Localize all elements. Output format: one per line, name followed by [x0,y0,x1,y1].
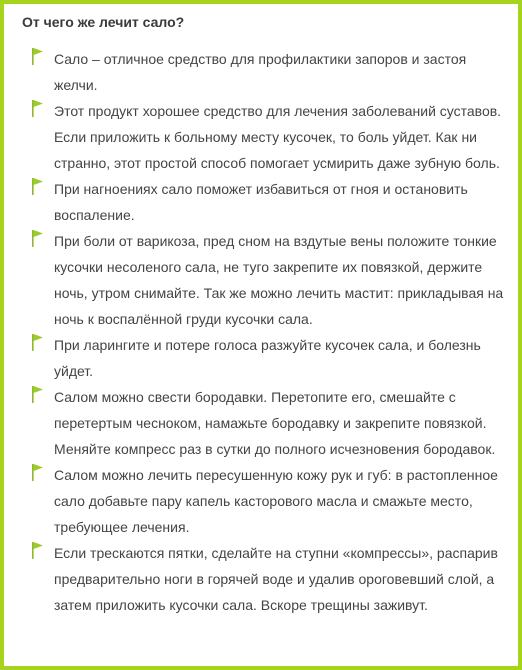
list-item-text: При ларингите и потере голоса разжуйте кусочек сала, и болезнь уйдет. [54,337,481,379]
section-heading: От чего же лечит сало? [22,14,185,30]
list-item [26,540,504,618]
green-flag-icon [30,99,44,117]
list-item-text: Сало – отличное средство для профилактики запоров и застоя желчи. [54,51,467,93]
list-item [26,228,504,332]
green-flag-icon [30,463,44,481]
green-flag-icon [30,333,44,351]
green-flag-icon [30,541,44,559]
list-item-text: Этот продукт хорошее средство для лечения заболеваний суставов. Если приложить к больному месту кусочек, то боль уйдет. Как ни странно, этот простой способ помогает усмирить даже зубную боль. [54,103,502,171]
list-item [26,462,504,540]
green-flag-icon [30,47,44,65]
list-item-text: Если трескаются пятки, сделайте на ступни «компрессы», распарив предварительно ноги в горячей воде и удалив ороговевший слой, а затем приложить кусочки сала. Вскоре трещины заживут. [54,545,498,613]
green-flag-icon [30,385,44,403]
remedy-list [26,46,504,618]
list-item [26,46,504,98]
list-item-text: Салом можно лечить пересушенную кожу рук и губ: в растопленное сало добавьте пару капель касторового масла и смажьте место, требующее лечения. [54,467,498,535]
list-item [26,332,504,384]
list-item-text: При нагноениях сало поможет избавиться от гноя и остановить воспаление. [54,181,468,223]
list-item [26,176,504,228]
list-item-text: Салом можно свести бородавки. Перетопите его, смешайте с перетертым чесноком, намажьте бородавку и закрепите повязкой. Меняйте компресс раз в сутки до полного исчезновения бородавок. [54,389,496,457]
green-flag-icon [30,177,44,195]
green-flag-icon [30,229,44,247]
list-item-text: При боли от варикоза, пред сном на вздутые вены положите тонкие кусочки несоленого сала, не туго закрепите их повязкой, держите ночь, утром снимайте. Так же можно лечить мастит: прикладывая на ночь к воспалённой груди кусочки сала. [54,233,504,327]
list-item [26,384,504,462]
list-item [26,98,504,176]
